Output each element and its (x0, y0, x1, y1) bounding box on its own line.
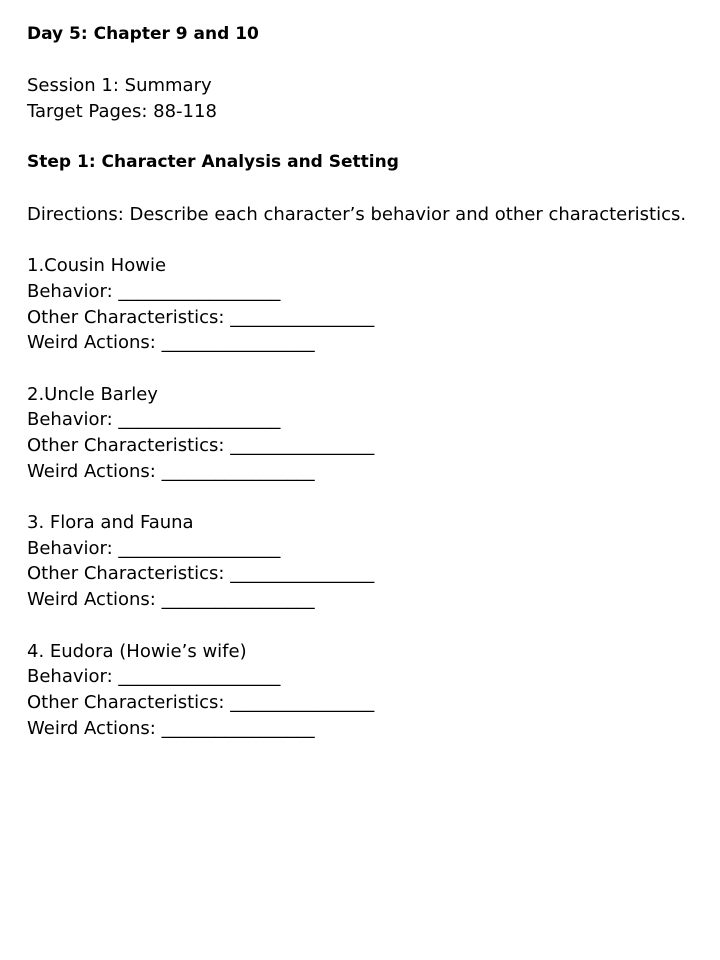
behavior-field[interactable]: Behavior: __________________ (27, 666, 281, 688)
character-block-1 (27, 253, 697, 356)
weird-actions-field[interactable]: Weird Actions: _________________ (27, 460, 315, 482)
character-name: 1.Cousin Howie (27, 255, 167, 277)
character-name: 3. Flora and Fauna (27, 512, 194, 534)
spacer (27, 613, 697, 639)
day-title: Day 5: Chapter 9 and 10 (27, 24, 259, 44)
behavior-field[interactable]: Behavior: __________________ (27, 537, 281, 559)
spacer (27, 48, 697, 74)
spacer (27, 176, 697, 202)
behavior-field[interactable]: Behavior: __________________ (27, 409, 281, 431)
spacer (27, 228, 697, 254)
worksheet (27, 22, 697, 741)
spacer (27, 125, 697, 151)
other-characteristics-field[interactable]: Other Characteristics: ________________ (27, 563, 375, 585)
directions-text: Directions: Describe each character’s behavior and other characteristics. (27, 203, 687, 225)
character-name: 2.Uncle Barley (27, 383, 158, 405)
session-label: Session 1: Summary (27, 75, 212, 97)
character-block-2 (27, 382, 697, 485)
other-characteristics-field[interactable]: Other Characteristics: ________________ (27, 435, 375, 457)
weird-actions-field[interactable]: Weird Actions: _________________ (27, 717, 315, 739)
character-name: 4. Eudora (Howie’s wife) (27, 640, 247, 662)
behavior-field[interactable]: Behavior: __________________ (27, 280, 281, 302)
spacer (27, 356, 697, 382)
target-pages-label: Target Pages: 88-118 (27, 101, 217, 123)
other-characteristics-field[interactable]: Other Characteristics: ________________ (27, 691, 375, 713)
character-block-3 (27, 510, 697, 613)
character-block-4 (27, 639, 697, 742)
weird-actions-field[interactable]: Weird Actions: _________________ (27, 589, 315, 611)
step-title: Step 1: Character Analysis and Setting (27, 152, 399, 173)
weird-actions-field[interactable]: Weird Actions: _________________ (27, 332, 315, 354)
other-characteristics-field[interactable]: Other Characteristics: ________________ (27, 306, 375, 328)
spacer (27, 484, 697, 510)
